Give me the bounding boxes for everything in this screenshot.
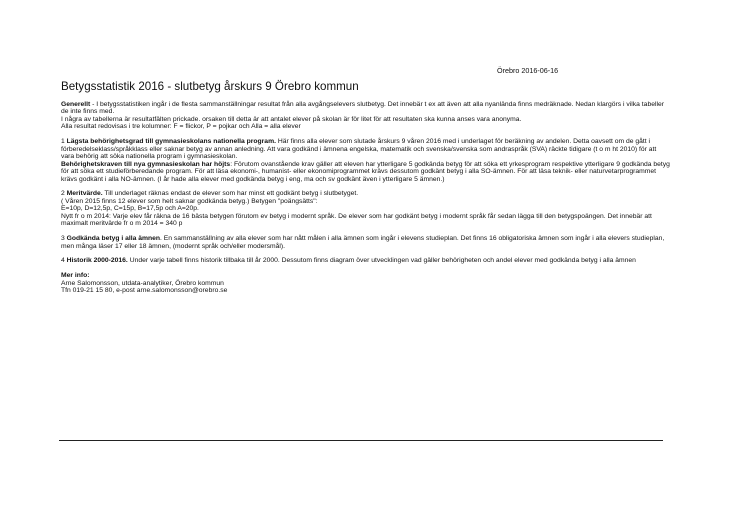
section-3-paragraph	[61, 235, 671, 250]
contact-heading-text: Mer info:	[61, 272, 90, 280]
contact-heading	[61, 272, 671, 279]
section-1-sub-text: : Förutom ovanstående krav gäller att eleven har ytterligare 5 godkända betyg för att söka ett yrkesprogram respektive ytterligare 9 godkända betyg för att söka ett studieförberedande program. För att läsa ekonomi-, humanist- eller ekonomiprogrammet krävs dessutom godkänt betyg i alla SO-ämnen. För att läsa teknik- eller naturvetarprogrammet krävs godkänt i alla NO-ämnen. (I år hade alla elever med godkända betyg i eng, ma och sv godkänt även i ytterligare 5 ämnen.)	[61, 160, 670, 183]
section-2-line-3: E=10p, D=12,5p, C=15p, B=17,5p och A=20p.	[61, 205, 199, 213]
section-3	[61, 235, 671, 250]
section-2-line-4: Nytt fr o m 2014: Varje elev får räkna de 16 bästa betygen förutom ev betyg i modernt språk. De elever som har godkänt betyg i modernt språk får sedan lägga till den betygspoängen. Det innebär att maximalt meritvärde fr o m 2014 = 340 p	[61, 212, 652, 228]
section-1-number: 1	[61, 138, 67, 146]
contact-details: Tfn 019-21 15 80, e-post arne.salomonsson@orebro.se	[61, 287, 228, 295]
footer-rule	[59, 440, 663, 441]
section-2-line-2: ( Våren 2015 finns 12 elever som helt saknar godkända betyg.) Betygen "poängsätts":	[61, 197, 318, 205]
section-1-heading: Lägsta behörighetsgrad till gymnasieskolans nationella program.	[66, 138, 276, 146]
general-heading: Generellt	[61, 101, 91, 108]
section-3-heading: Godkända betyg i alla ämnen	[66, 235, 161, 243]
section-1-sub-heading: Behörighetskraven till nya gymnasieskolan har höjts	[61, 160, 231, 168]
section-4-heading: Historik 2000-2016.	[66, 257, 128, 265]
section-3-number: 3	[61, 235, 67, 243]
general-anonymity-note: I några av tabellerna är resultatfälten prickade. orsaken till detta är att antalet elever på skolan är för litet för att resultaten ska kunna anses vara anonyma.	[61, 115, 522, 123]
section-4-paragraph	[61, 257, 671, 264]
section-4-number: 4	[61, 257, 67, 265]
section-4	[61, 257, 671, 264]
document-date: Örebro 2016-06-16	[497, 66, 559, 75]
section-2-text: Till underlaget räknas endast de elever som har minst ett godkänt betyg i slutbetyget.	[102, 190, 359, 198]
document-body	[61, 101, 671, 302]
section-2	[61, 190, 671, 227]
section-1-text: Här finns alla elever som slutade årskurs 9 våren 2016 med i underlaget för beräkning av andelen. Detta oavsett om de gått i förberedelseklass/språkklass eller saknar betyg av annan anledning. Att vara godkänd i ämnena engelska, matematik och svenska/svenska som andraspråk (SVA) räckte tidigare (t o m ht 2010) för att vara behörig att söka nationella program i gymnasieskolan.	[61, 138, 657, 161]
section-3-text: . En sammanställning av alla elever som har nått målen i alla ämnen som ingår i elevens studieplan. Det finns 16 obligatoriska ämnen som ingår i alla elevers studieplan, men många läser 17 eller 18 ämnen, (modernt språk och/eller modersmål).	[61, 235, 665, 250]
general-section	[61, 101, 671, 131]
general-text: - I betygsstatistiken ingår i de flesta sammanställningar resultat från alla avgångselevers slutbetyg. Det innebär t ex att även att alla nyanlända finns medräknade. Nedan klargörs i vilka tabeller de inte finns med.	[61, 101, 664, 116]
section-1-sub-paragraph	[61, 161, 671, 183]
section-4-text: Under varje tabell finns historik tillbaka till år 2000. Dessutom finns diagram över utvecklingen vad gäller behörigheten och andel elever med godkända betyg i alla ämnen	[127, 257, 636, 265]
general-paragraph	[61, 101, 671, 116]
section-2-number: 2	[61, 190, 67, 198]
section-2-heading: Meritvärde.	[66, 190, 103, 198]
section-2-paragraph	[61, 190, 671, 197]
contact-name: Arne Salomonsson, utdata-analytiker, Örebro kommun	[61, 279, 224, 287]
document-title: Betygsstatistik 2016 - slutbetyg årskurs 9 Örebro kommun	[61, 80, 359, 93]
contact-info	[61, 272, 671, 294]
section-1	[61, 138, 671, 183]
section-1-paragraph	[61, 138, 671, 160]
general-columns-note: Alla resultat redovisas i tre kolumner: F = flickor, P = pojkar och Alla = alla elever	[61, 123, 301, 131]
